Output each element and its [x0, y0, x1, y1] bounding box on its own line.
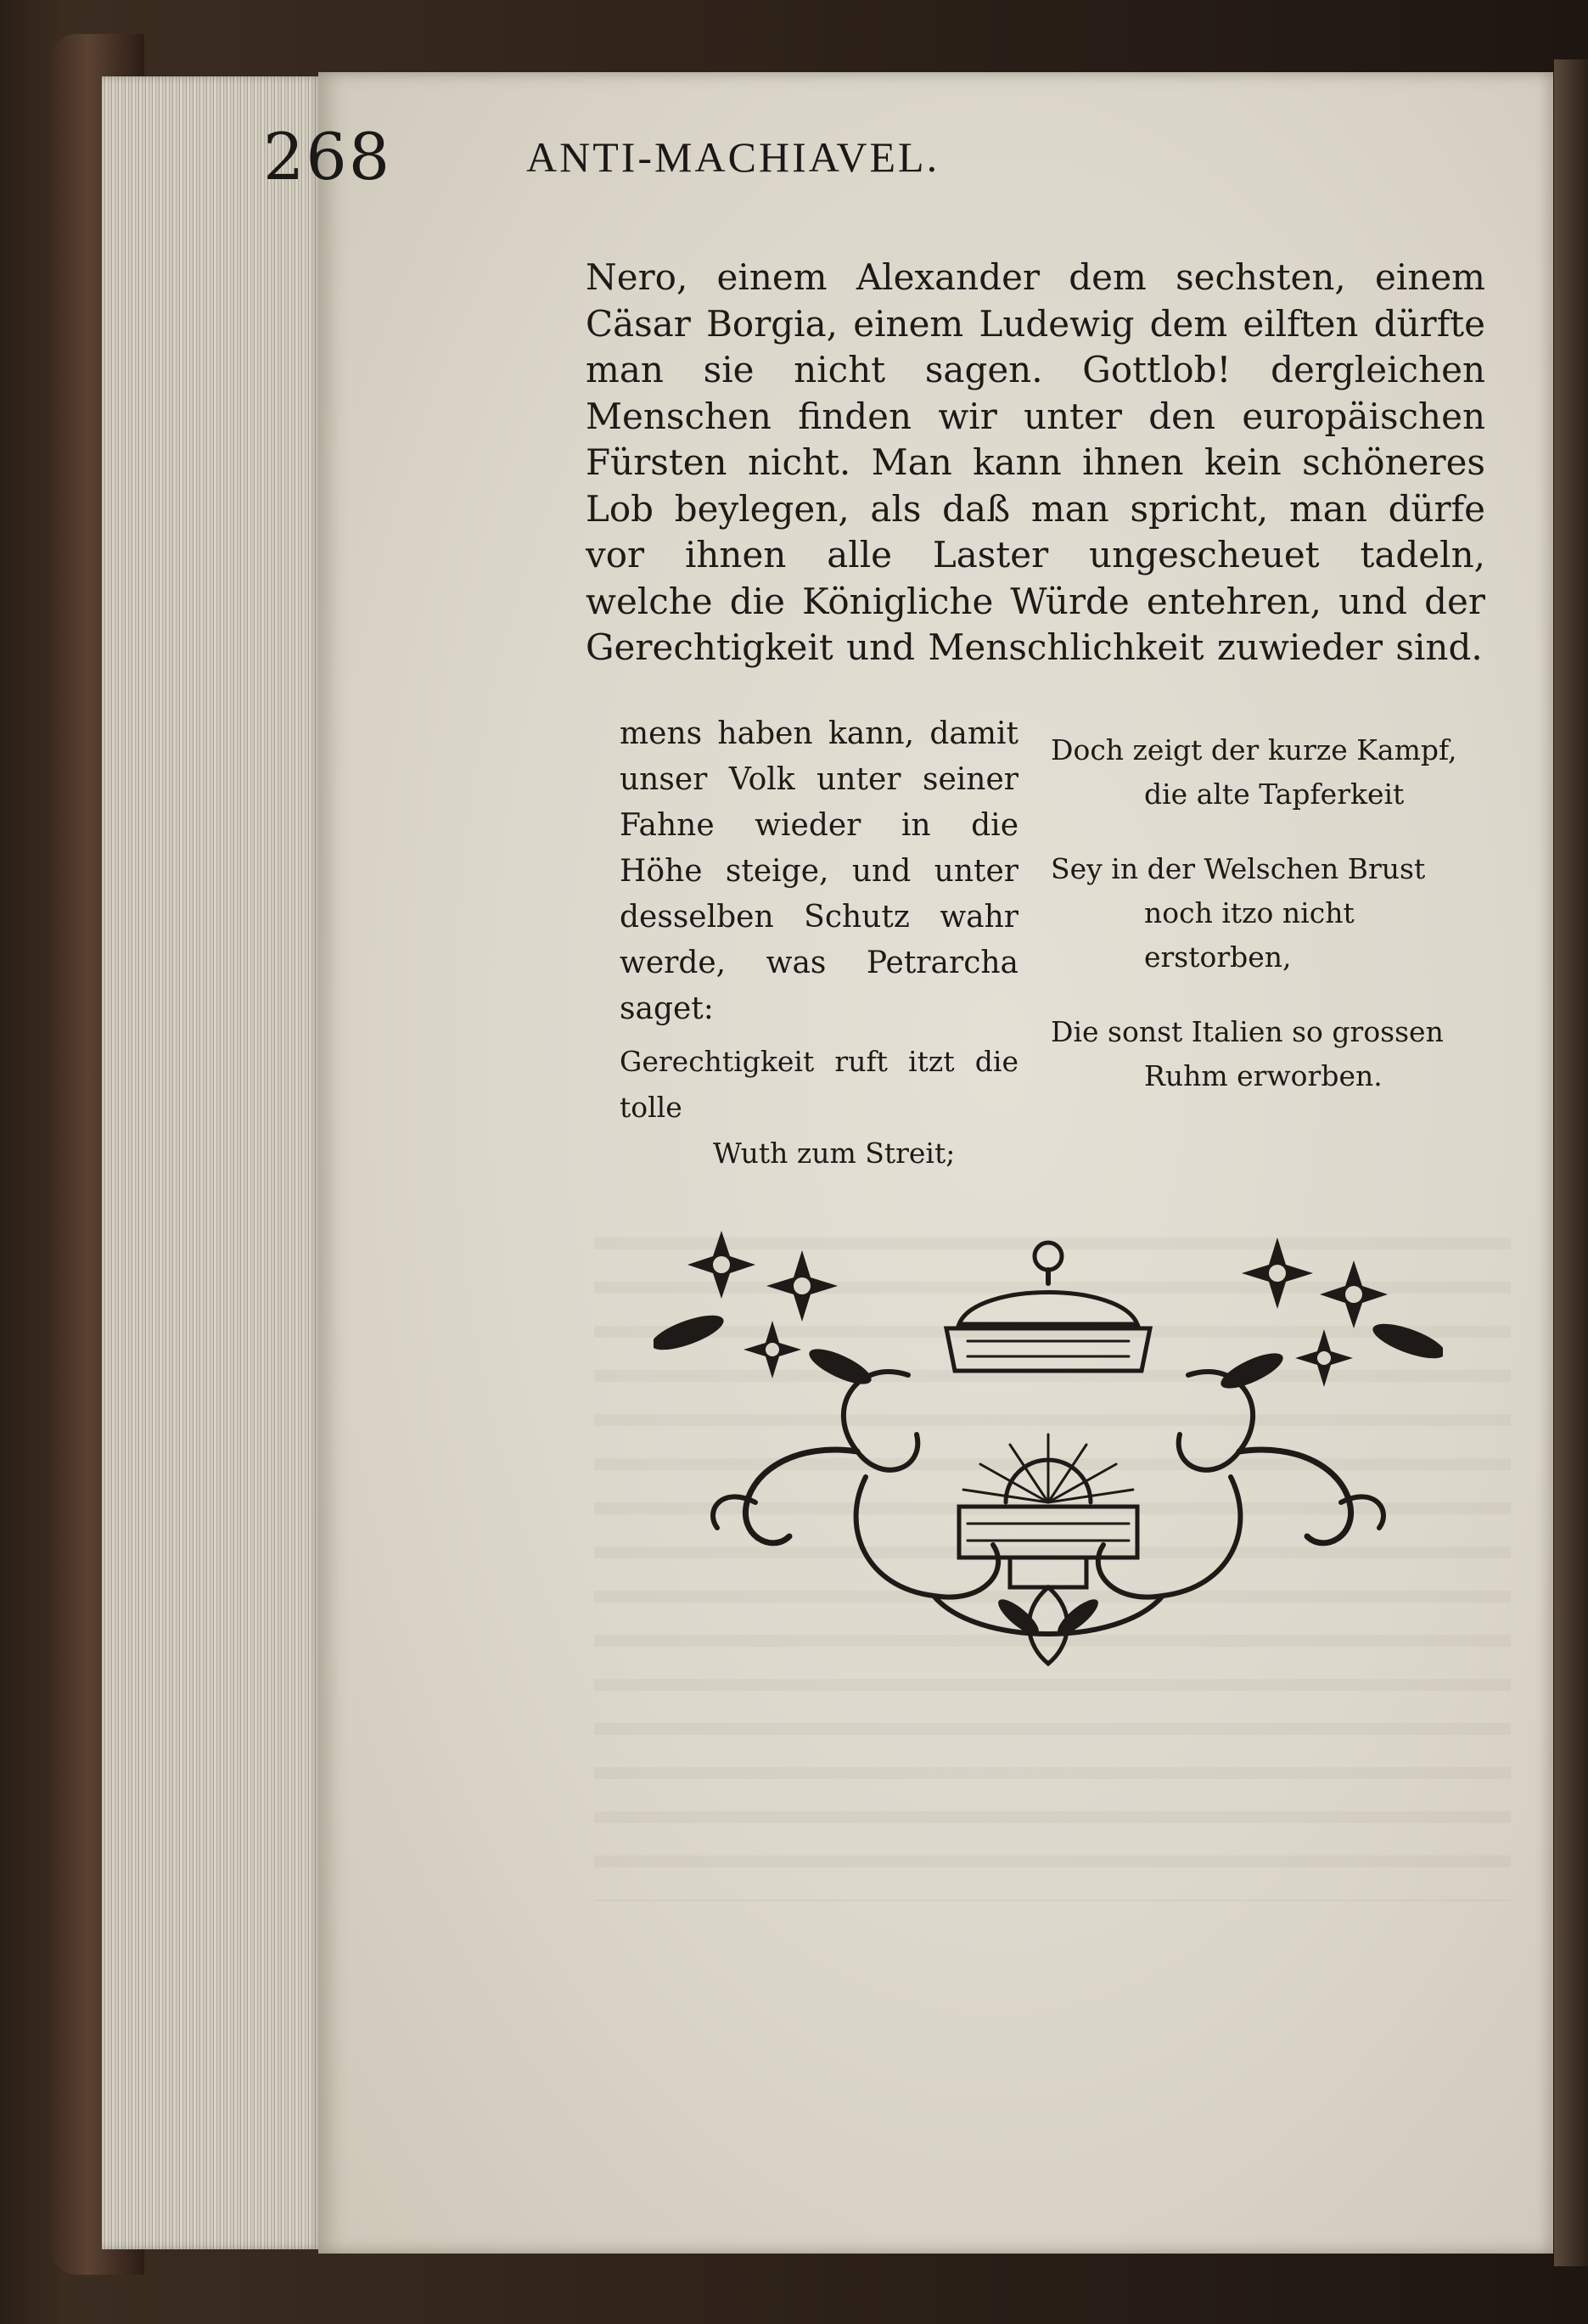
stanza-2	[1051, 847, 1458, 980]
stanza-1-line-2: die alte Tapferkeit	[1144, 777, 1405, 811]
verse-line-1: Gerechtigkeit ruft itzt die tolle	[620, 1045, 1018, 1124]
stanza-2-line-2: noch itzo nicht erstorben,	[1144, 896, 1355, 974]
left-column	[620, 711, 1018, 1176]
facing-page-edge	[1554, 59, 1588, 2266]
stanza-3-line-2: Ruhm erworben.	[1144, 1059, 1383, 1092]
running-title: ANTI-MACHIAVEL.	[526, 133, 940, 181]
left-column-prose: mens haben kann, damit unser Volk unter seiner Fahne wieder in die Höhe steige, und unter desselben Schutz wahr werde, was Petrarcha saget:	[620, 716, 1018, 1026]
page-number: 268	[263, 119, 392, 194]
stanza-2-line-1: Sey in der Welschen Brust	[1051, 852, 1426, 885]
right-column-verse	[1051, 728, 1458, 1129]
left-column-verse	[620, 1039, 1018, 1176]
stanza-3	[1051, 1010, 1458, 1098]
verse-line-2: Wuth zum Streit;	[713, 1137, 956, 1170]
body-paragraph: Nero, einem Alexander dem sechsten, einem Cäsar Borgia, einem Ludewig dem eilften dürfte man sie nicht sagen. Gottlob! dergleichen Menschen finden wir unter den europäischen Fürsten nicht. Man kann ihnen kein schöneres Lob beylegen, als daß man spricht, man dürfe vor ihnen alle Laster ungescheuet tadeln, welche die Königliche Würde entehren, und der Gerechtigkeit und Menschlichkeit zuwieder sind.	[586, 256, 1485, 668]
stanza-1-line-1: Doch zeigt der kurze Kampf,	[1051, 733, 1457, 766]
woodcut-ornament-icon	[654, 1222, 1443, 1681]
page-stack-edge	[102, 76, 323, 2249]
stanza-3-line-1: Die sonst Italien so grossen	[1051, 1015, 1444, 1048]
stanza-1	[1051, 728, 1458, 817]
running-head	[263, 119, 1434, 221]
